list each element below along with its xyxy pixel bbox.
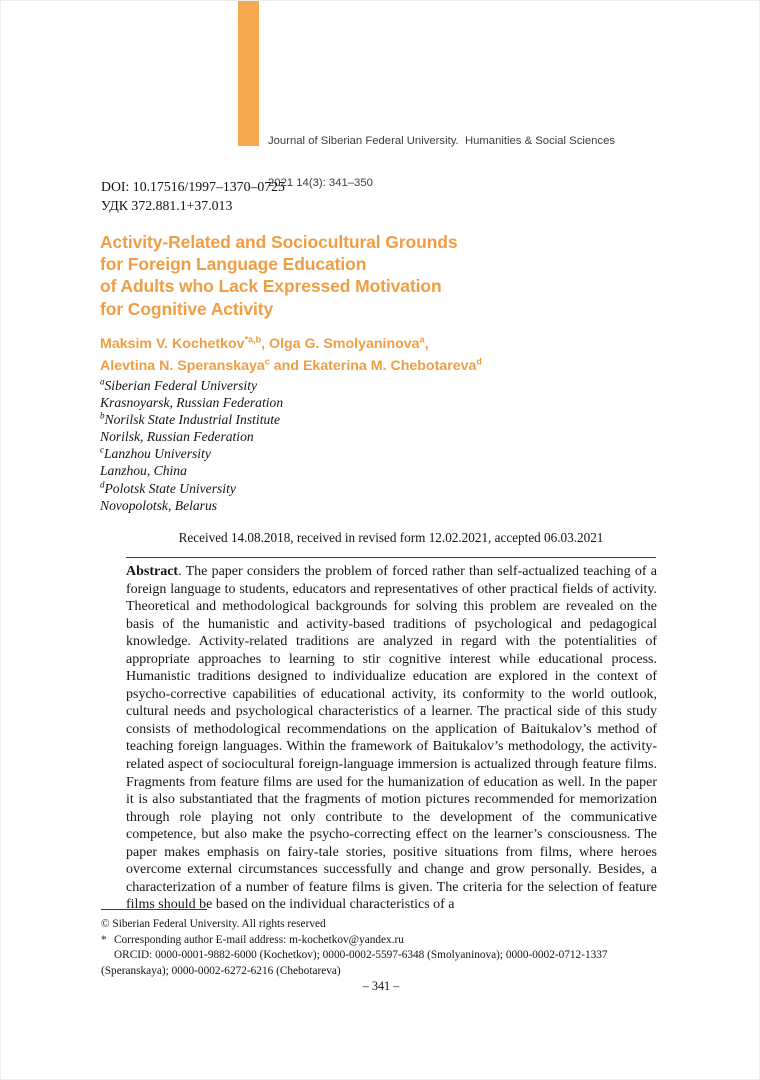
page-number: – 341 – (362, 979, 400, 993)
asterisk-marker: * (101, 933, 107, 946)
title-line: Activity-Related and Sociocultural Grounds (100, 232, 458, 252)
affiliation-line (100, 462, 283, 479)
affiliation-line (100, 428, 283, 445)
journal-name: Journal of Siberian Federal University. Humanities & Social Sciences (268, 135, 616, 147)
abstract (126, 563, 657, 914)
affiliation-text: Krasnoyarsk, Russian Federation (100, 395, 284, 411)
affiliation-line (100, 497, 283, 514)
abstract-divider (126, 557, 656, 558)
affiliation-text: Siberian Federal University (104, 378, 258, 393)
doi: DOI: 10.17516/1997–1370–0725 (101, 179, 285, 194)
affiliations (100, 377, 283, 514)
abstract-label: Abstract (126, 564, 179, 579)
author-name: Maksim V. Kochetkov (100, 336, 245, 352)
affiliation-line (100, 480, 283, 497)
affiliation-text: Norilsk, Russian Federation (100, 429, 254, 445)
author-separator: and (269, 357, 303, 374)
abstract-body: . The paper considers the problem of forced rather than self-actualized teaching of a foreign language to students, educators and representatives of other practical fields of activity. Theoretical and methodological backgrounds for solving this problem are revealed on the basis of the humanistic and activity-based traditions of psychological and pedagogical knowledge. Activity-related traditions are analyzed in regard with the potentialities of appropriate approaches to learning to stir cognitive interest while educational process. Humanistic traditions designed to individualize education are explored in the context of psycho-corrective capabilities of educational activity, its conformity to the world outlook, cultural needs and psychological characteristics of a learner. The practical side of this study consists of methodological recommendations on the application of Baitukalov’s method of teaching foreign languages. Within the framework of Baitukalov’s methodology, the activity-related aspect of sociocultural foreign-language immersion is actualized through feature films. Fragments from feature films are used for the humanization of education as well. In the paper it is also substantiated that the fragments of motion pictures recommended for memorization through role playing not only contribute to the development of the communicative competence, but also make the psycho-correcting effect on the learner’s consciousness. The paper makes emphasis on fairy-tale stories, positive situations from films, where heroes overcome external circumstances successfully and change and grow personally. Besides, a characterization of a number of feature films is given. The criteria for the selection of feature films should be based on the individual characteristics of a (126, 564, 657, 913)
corresponding-author-text: Corresponding author E-mail address: m-kochetkov@yandex.ru (114, 933, 404, 946)
affiliation-line (100, 445, 283, 462)
title-line: of Adults who Lack Expressed Motivation (100, 276, 442, 297)
author-name: Alevtina N. Speranskaya (100, 357, 265, 374)
affiliation-line (100, 377, 283, 394)
affiliation-marker: d (100, 479, 105, 490)
affiliation-marker: c (100, 444, 104, 455)
author-separator: , (261, 336, 269, 352)
received-dates: Received 14.08.2018, received in revised form 12.02.2021, accepted 06.03.2021 (178, 530, 604, 545)
footnote-divider (101, 909, 207, 910)
author-separator: , (424, 336, 429, 352)
author-affiliation-marker: c (264, 355, 270, 366)
orcid-note: ORCID: 0000-0001-9882-6000 (Kochetkov); 0000-0002-5597-6348 (Smolyaninova); 0000-0002-0712-1337 (Speranskaya); 0000-0002-6272-6216 (Chebotareva) (101, 949, 608, 977)
affiliation-marker: b (100, 410, 105, 421)
affiliation-text: Polotsk State University (104, 480, 236, 496)
footnotes (101, 917, 663, 979)
authors-line (100, 334, 482, 356)
affiliation-text: Norilsk State Industrial Institute (104, 412, 281, 428)
title-line: for Cognitive Activity (100, 298, 274, 319)
udk: УДК 372.881.1+37.013 (101, 198, 233, 213)
article-meta (101, 177, 285, 215)
author-name: Olga G. Smolyaninova (268, 336, 420, 352)
accent-bar (238, 1, 259, 146)
author-name: Ekaterina M. Chebotareva (302, 357, 477, 374)
journal-header (268, 106, 615, 218)
article-title (100, 231, 458, 320)
copyright-note: © Siberian Federal University. All rights reserved (101, 918, 326, 930)
author-affiliation-marker: a (419, 334, 425, 345)
affiliation-text: Lanzhou, China (100, 463, 187, 479)
affiliation-marker: a (100, 376, 105, 387)
affiliation-text: Lanzhou University (104, 446, 211, 462)
corresponding-author-note (101, 933, 663, 949)
authors (100, 334, 482, 377)
affiliation-line (100, 394, 283, 411)
author-affiliation-marker: d (476, 355, 482, 366)
affiliation-line (100, 411, 283, 428)
affiliation-text: Novopolotsk, Belarus (100, 497, 218, 513)
title-line: for Foreign Language Education (100, 254, 367, 275)
journal-issue: 2021 14(3): 341–350 (268, 177, 373, 189)
author-affiliation-marker: *a,b (244, 334, 262, 345)
authors-line (100, 356, 482, 378)
